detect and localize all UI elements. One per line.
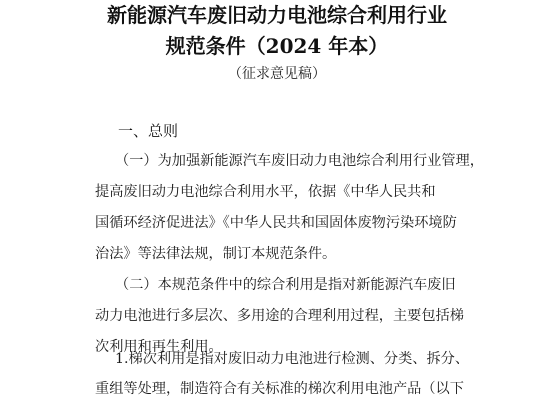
draft-subtitle: （征求意见稿） — [228, 66, 326, 82]
paragraph-1-line-2: 提高废旧动力电池综合利用水平，依据《中华人民共和 — [95, 184, 436, 200]
paragraph-2-line-2: 动力电池进行多层次、多用途的合理利用过程，主要包括梯 — [95, 308, 464, 324]
document-title-line-2: 规范条件（2024 年本） — [165, 34, 389, 58]
paragraph-1-line-3: 国循环经济促进法》《中华人民共和国固体废物污染环境防 — [95, 215, 457, 231]
paragraph-2-line-3: 次利用和再生利用。 — [95, 339, 223, 355]
document-title-line-1: 新能源汽车废旧动力电池综合利用行业 — [107, 3, 447, 27]
paragraph-3-line-1: 1.梯次利用是指对废旧动力电池进行检测、分类、拆分、 — [115, 351, 470, 367]
paragraph-3-line-2: 重组等处理，制造符合有关标准的梯次利用电池产品（以下 — [95, 381, 464, 397]
paragraph-1-line-4: 治法》等法律法规，制订本规范条件。 — [95, 246, 337, 262]
paragraph-2-line-1: （二）本规范条件中的综合利用是指对新能源汽车废旧 — [115, 277, 456, 293]
section-heading-general: 一、总则 — [118, 122, 179, 140]
paragraph-1-line-1: （一）为加强新能源汽车废旧动力电池综合利用行业管理， — [115, 153, 484, 169]
